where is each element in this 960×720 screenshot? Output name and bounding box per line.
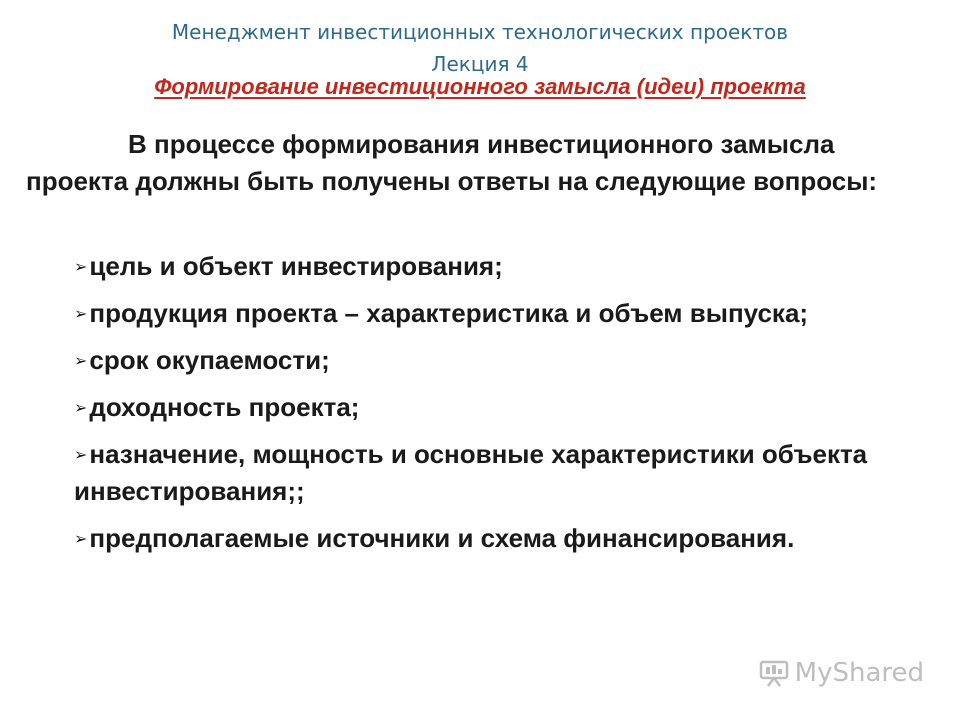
list-item (74, 248, 934, 285)
checkmark-arrow-icon: ➢ (74, 257, 88, 276)
presentation-board-icon (759, 659, 789, 687)
slide-subtitle-text: Формирование инвестиционного замысла (идеи) проекта (154, 74, 806, 99)
question-list (74, 248, 934, 567)
checkmark-arrow-icon: ➢ (74, 529, 88, 548)
list-item-text: продукция проекта – характеристика и объем выпуска; (89, 298, 809, 328)
lecture-number: Лекция 4 (431, 52, 529, 76)
checkmark-arrow-icon: ➢ (74, 304, 88, 323)
list-item-text: предполагаемые источники и схема финансирования. (89, 523, 795, 553)
intro-first-line: В процессе формирования инвестиционного (128, 129, 714, 159)
list-item-text: цель и объект инвестирования; (89, 251, 503, 281)
list-item-text: доходность проекта; (89, 392, 360, 422)
list-item-text: назначение, мощность и основные характеристики объекта инвестирования;; (74, 439, 868, 506)
intro-paragraph (26, 126, 926, 200)
list-item (74, 436, 934, 510)
list-item (74, 342, 934, 379)
list-item (74, 295, 934, 332)
intro-rest: замысла проекта должны быть получены ответы на следующие вопросы: (26, 129, 878, 196)
list-item-text: срок окупаемости; (89, 345, 330, 375)
slide-subtitle (0, 74, 960, 100)
list-item (74, 520, 934, 557)
myshared-watermark (759, 655, 924, 691)
checkmark-arrow-icon: ➢ (74, 445, 88, 464)
watermark-text: MyShared (794, 658, 924, 688)
checkmark-arrow-icon: ➢ (74, 351, 88, 370)
course-title: Менеджмент инвестиционных технологических проектов (171, 20, 789, 44)
list-item (74, 389, 934, 426)
checkmark-arrow-icon: ➢ (74, 398, 88, 417)
